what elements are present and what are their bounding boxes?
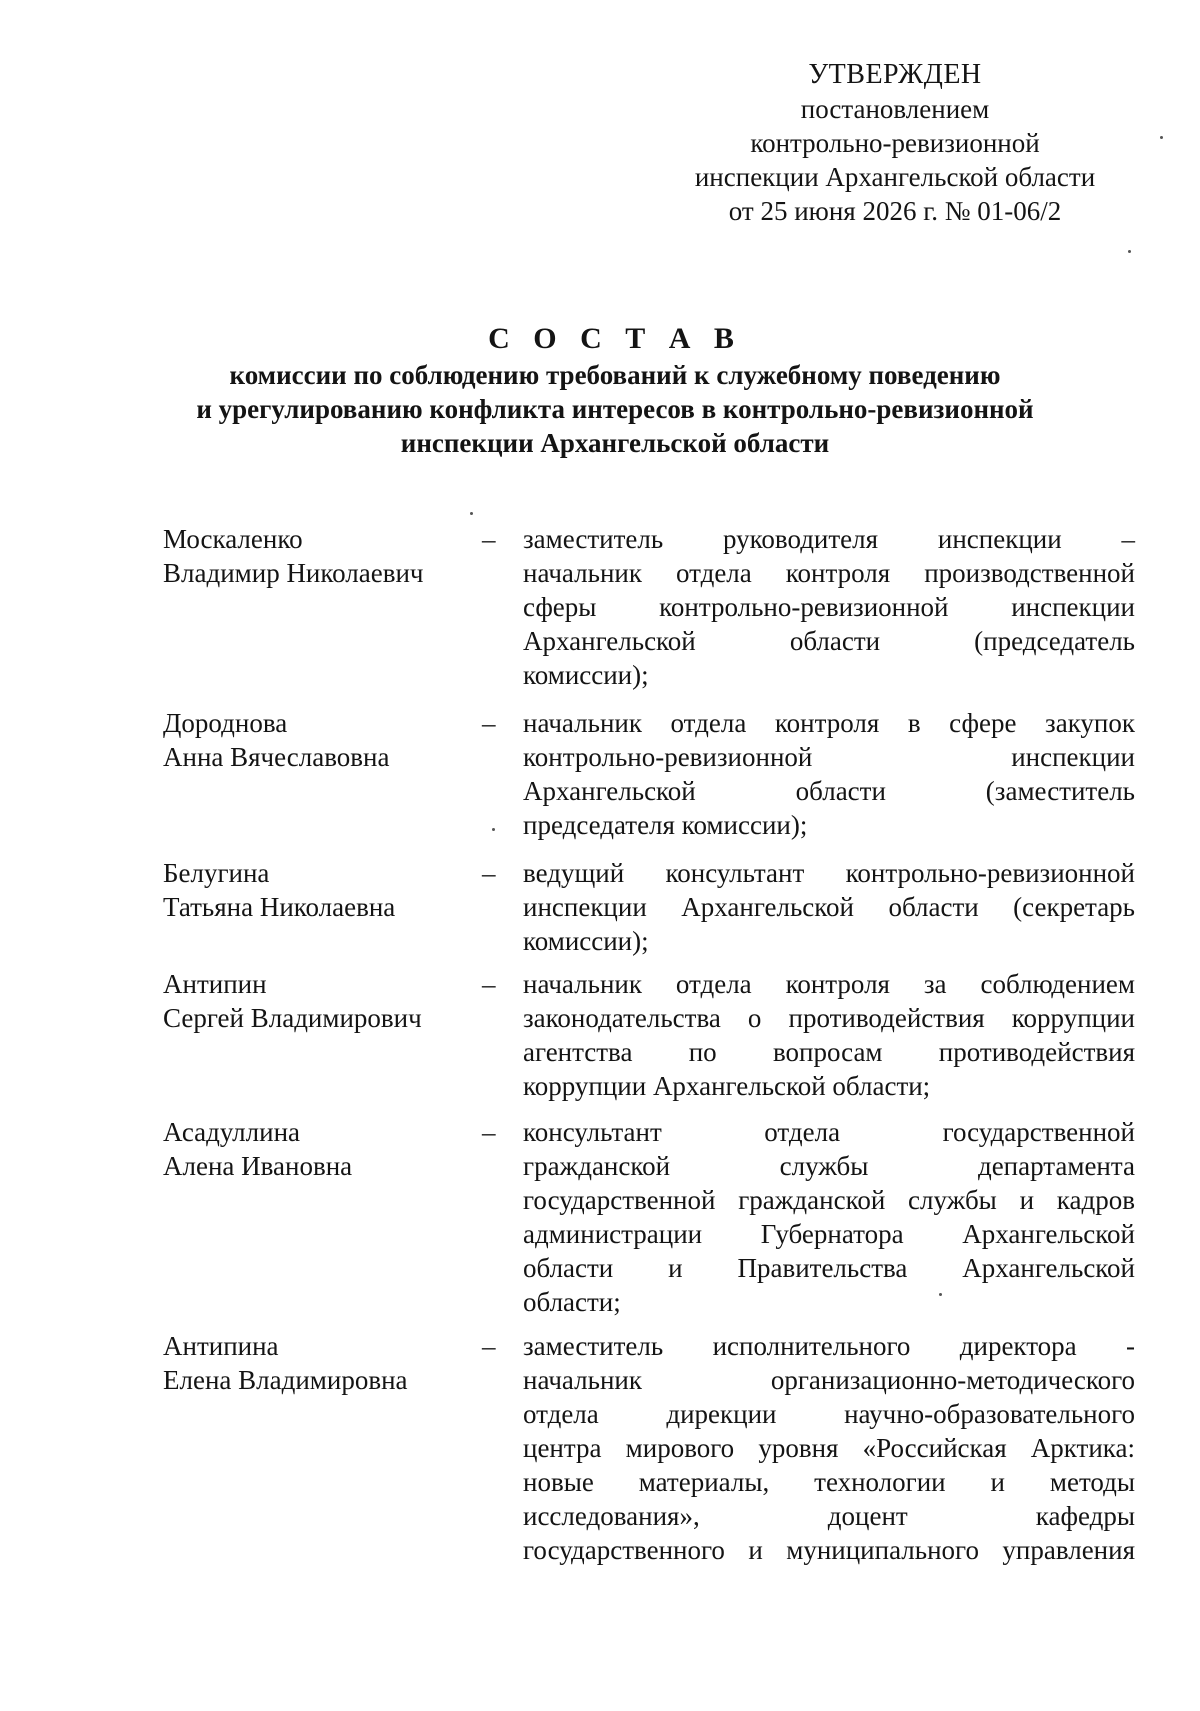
- role-line: начальник отдела контроля в сфере закупок: [523, 708, 1135, 738]
- scan-speck: [492, 828, 495, 831]
- member-surname: Антипина: [163, 1331, 279, 1361]
- member-name: [163, 967, 473, 1035]
- member-name: [163, 1329, 473, 1397]
- role-line: заместитель исполнительного директора -: [523, 1331, 1135, 1361]
- role-line: области и Правительства Архангельской: [523, 1253, 1135, 1283]
- role-line: комиссии);: [523, 926, 649, 956]
- member-given-name: Владимир Николаевич: [163, 558, 424, 588]
- member-given-name: Алена Ивановна: [163, 1151, 353, 1181]
- member-role: [523, 1115, 1135, 1319]
- dash-separator: –: [482, 1117, 496, 1147]
- scan-speck: [939, 1293, 942, 1296]
- role-line: новые материалы, технологии и методы: [523, 1467, 1135, 1497]
- approval-line: контрольно-ревизионной: [750, 128, 1040, 158]
- role-line: отдела дирекции научно-образовательного: [523, 1399, 1135, 1429]
- member-given-name: Сергей Владимирович: [163, 1003, 422, 1033]
- approval-line: инспекции Архангельской области: [694, 162, 1096, 192]
- member-name: [163, 856, 473, 924]
- role-line: Архангельской области (председатель: [523, 626, 1135, 656]
- title-line: и урегулированию конфликта интересов в контрольно-ревизионной: [196, 394, 1034, 424]
- role-line: администрации Губернатора Архангельской: [523, 1219, 1135, 1249]
- approval-date-number: от 25 июня 2026 г. № 01-06/2: [728, 196, 1062, 226]
- role-line: агентства по вопросам противодействия: [523, 1037, 1135, 1067]
- member-role: [523, 967, 1135, 1103]
- role-line: области;: [523, 1287, 621, 1317]
- member-role: [523, 522, 1135, 692]
- role-line: заместитель руководителя инспекции –: [523, 524, 1135, 554]
- title-line: инспекции Архангельской области: [400, 428, 830, 458]
- dash-separator: –: [482, 969, 496, 999]
- dash-separator: –: [482, 708, 496, 738]
- role-line: исследования», доцент кафедры: [523, 1501, 1135, 1531]
- dash-separator: –: [482, 858, 496, 888]
- approval-line: постановлением: [800, 94, 990, 124]
- role-line: законодательства о противодействия коррупции: [523, 1003, 1135, 1033]
- role-line: коррупции Архангельской области;: [523, 1071, 931, 1101]
- member-given-name: Анна Вячеславовна: [163, 742, 390, 772]
- member-given-name: Елена Владимировна: [163, 1365, 408, 1395]
- role-line: председателя комиссии);: [523, 810, 808, 840]
- member-surname: Антипин: [163, 969, 267, 999]
- member-role: [523, 706, 1135, 842]
- role-line: государственного и муниципального управления: [523, 1535, 1135, 1565]
- role-line: комиссии);: [523, 660, 649, 690]
- scan-speck: [1160, 136, 1163, 139]
- role-line: гражданской службы департамента: [523, 1151, 1135, 1181]
- member-surname: Асадуллина: [163, 1117, 301, 1147]
- role-line: государственной гражданской службы и кадров: [523, 1185, 1135, 1215]
- role-line: начальник отдела контроля за соблюдением: [523, 969, 1135, 999]
- role-line: сферы контрольно-ревизионной инспекции: [523, 592, 1135, 622]
- member-name: [163, 1115, 473, 1183]
- scan-speck: [470, 512, 473, 515]
- role-line: ведущий консультант контрольно-ревизионной: [523, 858, 1135, 888]
- member-surname: Дороднова: [163, 708, 288, 738]
- scan-speck: [1128, 250, 1131, 253]
- approval-stamp: [660, 58, 1130, 228]
- role-line: контрольно-ревизионной инспекции: [523, 742, 1135, 772]
- member-surname: Белугина: [163, 858, 270, 888]
- document-title: [150, 322, 1080, 460]
- member-role: [523, 1329, 1135, 1567]
- role-line: инспекции Архангельской области (секретарь: [523, 892, 1135, 922]
- member-given-name: Татьяна Николаевна: [163, 892, 396, 922]
- member-role: [523, 856, 1135, 958]
- role-line: начальник организационно-методического: [523, 1365, 1135, 1395]
- member-surname: Москаленко: [163, 524, 303, 554]
- member-name: [163, 522, 473, 590]
- dash-separator: –: [482, 524, 496, 554]
- role-line: начальник отдела контроля производственной: [523, 558, 1135, 588]
- title-main: С О С Т А В: [488, 322, 742, 355]
- member-name: [163, 706, 473, 774]
- role-line: консультант отдела государственной: [523, 1117, 1135, 1147]
- dash-separator: –: [482, 1331, 496, 1361]
- approval-heading: УТВЕРЖДЕН: [808, 59, 982, 90]
- title-line: комиссии по соблюдению требований к служебному поведению: [229, 360, 1001, 390]
- role-line: Архангельской области (заместитель: [523, 776, 1135, 806]
- role-line: центра мирового уровня «Российская Арктика:: [523, 1433, 1135, 1463]
